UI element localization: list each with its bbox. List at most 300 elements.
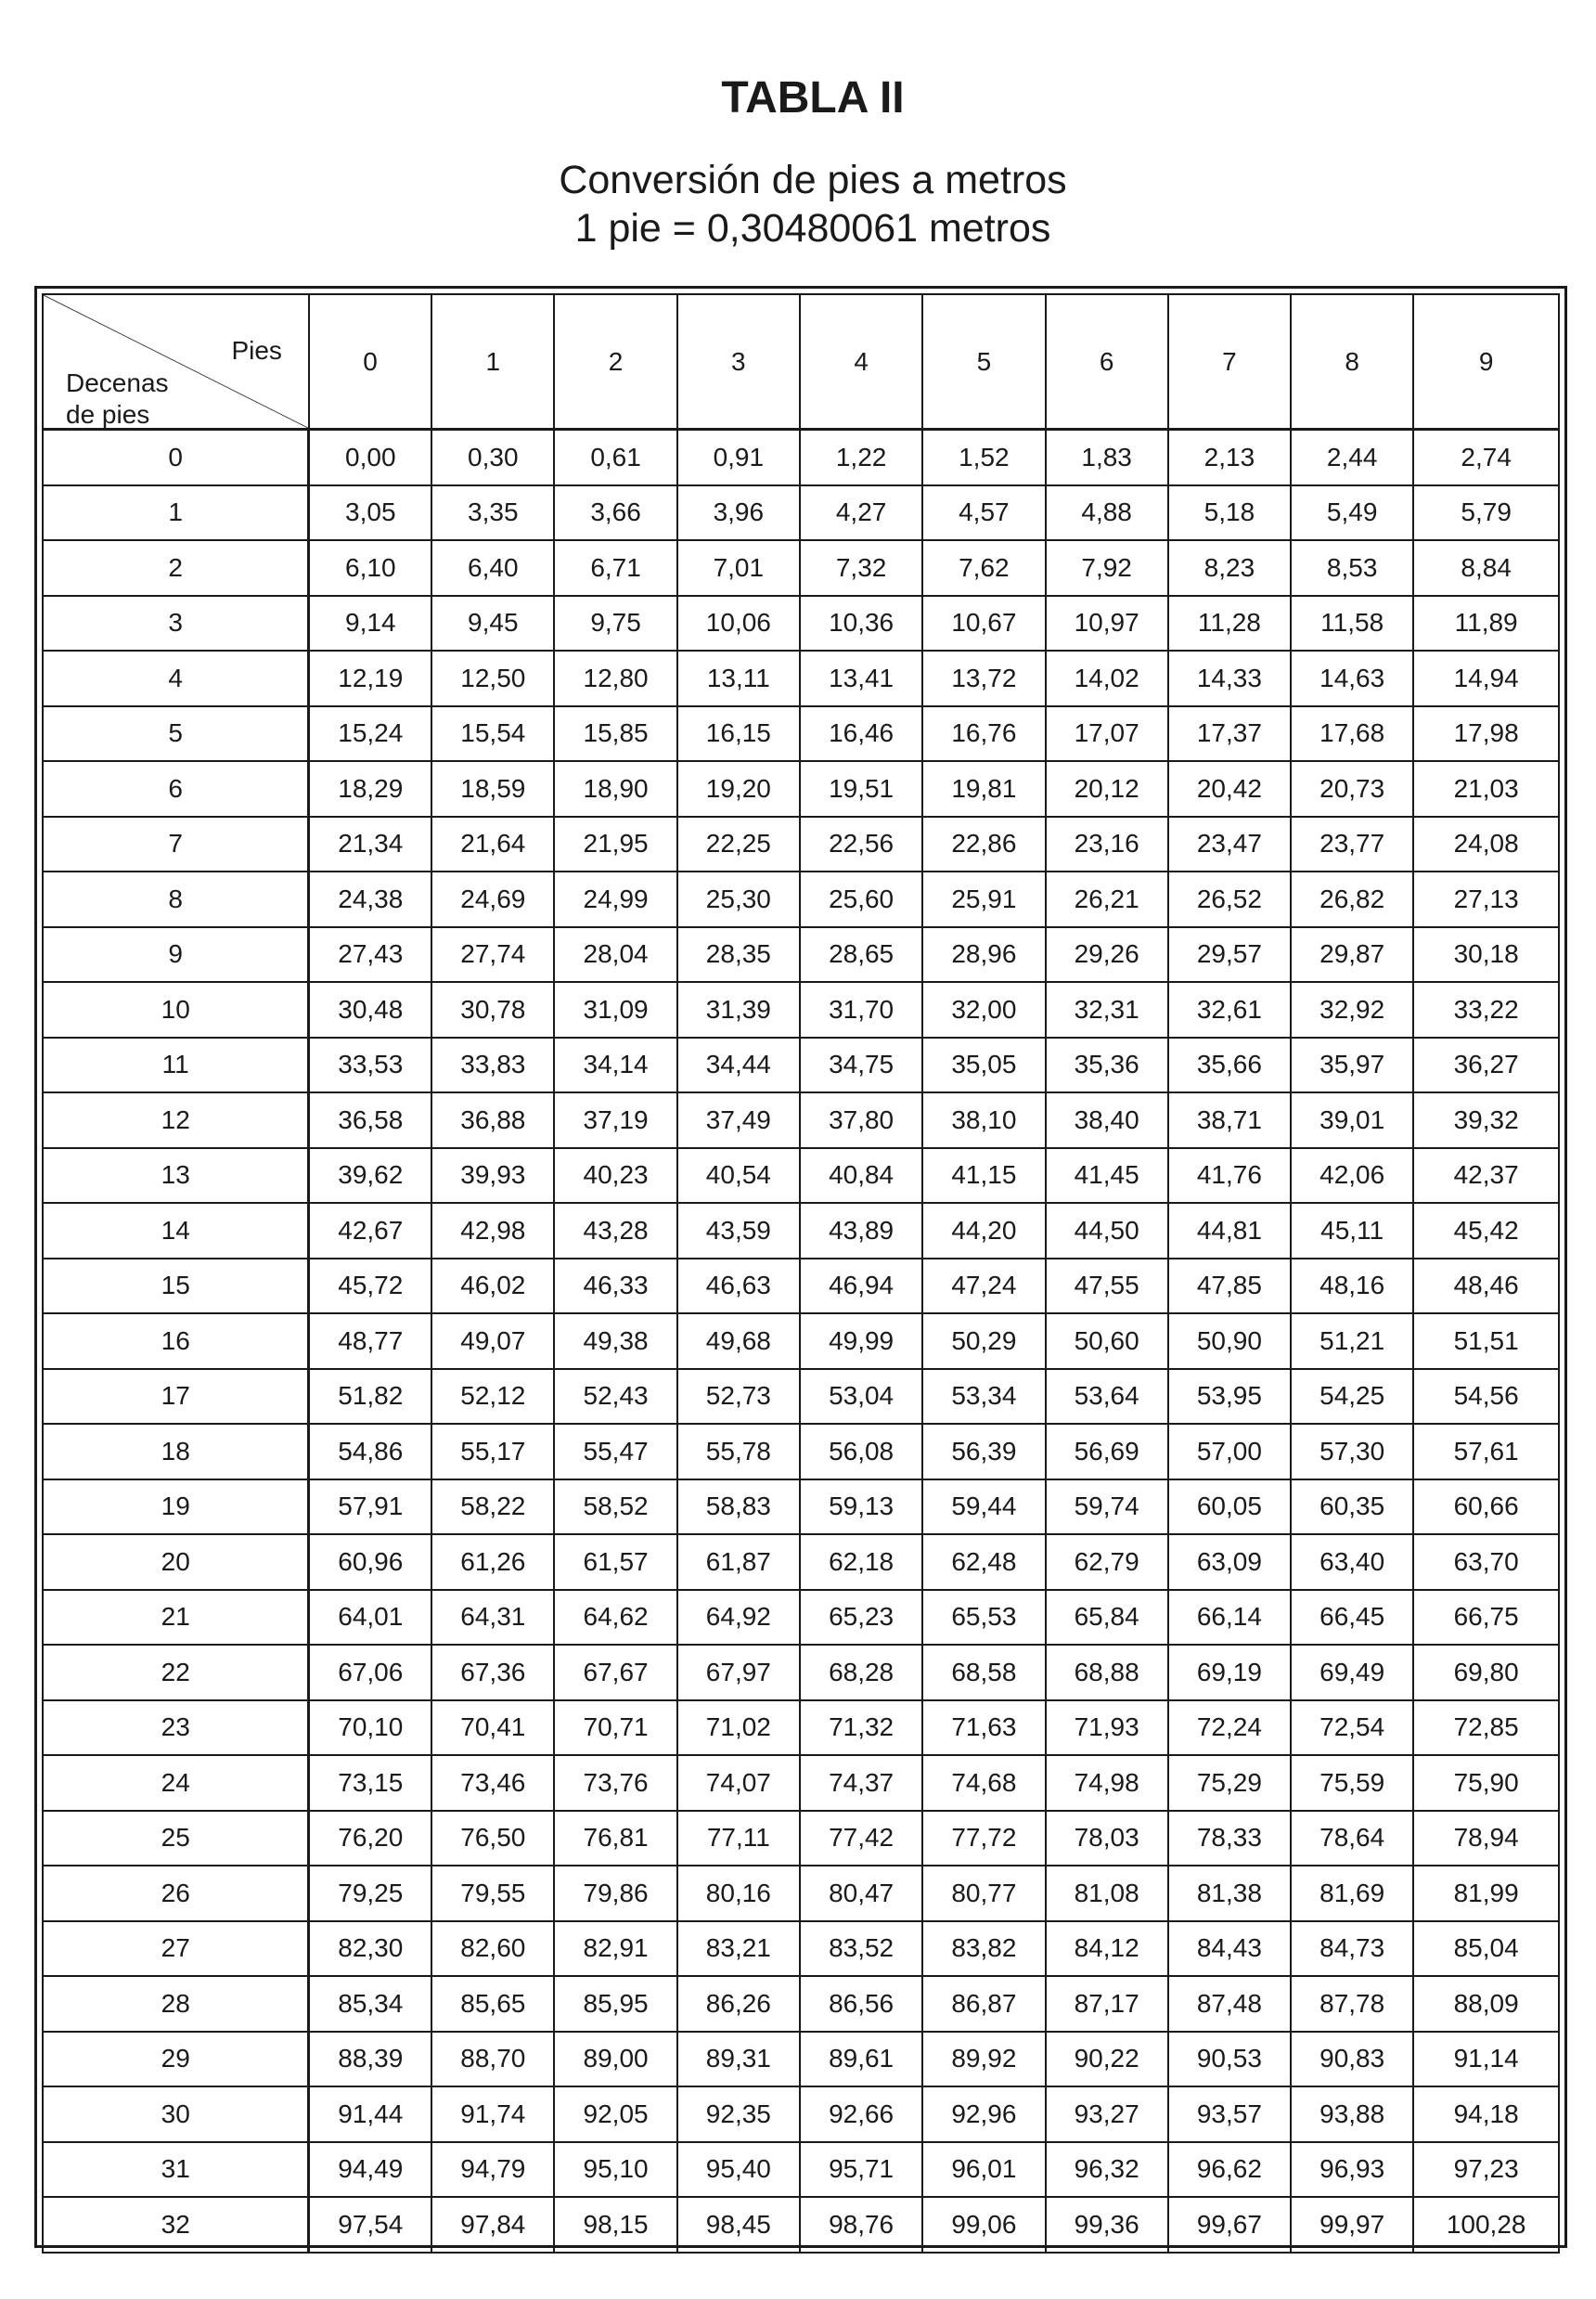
row-label: 23 [43,1700,309,1756]
table-row [43,1645,1559,1700]
table-cell: 8,23 [1168,540,1291,596]
table-cell: 46,94 [800,1259,922,1314]
table-cell: 74,98 [1046,1755,1168,1811]
table-cell: 64,92 [677,1590,800,1646]
table-cell: 10,67 [922,596,1045,652]
table-cell: 87,78 [1291,1976,1413,2032]
table-cell: 83,82 [922,1921,1045,1977]
row-label: 19 [43,1479,309,1535]
row-label: 4 [43,651,309,706]
table-cell: 22,25 [677,817,800,872]
table-cell: 13,72 [922,651,1045,706]
row-label: 2 [43,540,309,596]
table-cell: 92,35 [677,2086,800,2142]
table-cell: 69,80 [1413,1645,1559,1700]
table-cell: 52,12 [431,1369,554,1425]
table-cell: 63,09 [1168,1534,1291,1590]
table-cell: 69,49 [1291,1645,1413,1700]
table-cell: 27,43 [309,927,431,983]
corner-label-decenas-line2: de pies [66,400,150,429]
table-row [43,872,1559,927]
table-cell: 80,77 [922,1866,1045,1921]
table-cell: 42,98 [431,1203,554,1259]
table-row [43,1038,1559,1093]
table-cell: 23,77 [1291,817,1413,872]
table-cell: 84,73 [1291,1921,1413,1977]
table-cell: 21,34 [309,817,431,872]
table-cell: 10,36 [800,596,922,652]
table-cell: 68,88 [1046,1645,1168,1700]
row-label: 22 [43,1645,309,1700]
table-cell: 9,45 [431,596,554,652]
table-cell: 70,71 [554,1700,676,1756]
table-row [43,2032,1559,2087]
table-cell: 93,57 [1168,2086,1291,2142]
table-cell: 88,09 [1413,1976,1559,2032]
table-row [43,596,1559,652]
table-cell: 56,39 [922,1424,1045,1479]
table-cell: 47,85 [1168,1259,1291,1314]
row-label: 1 [43,485,309,541]
table-row [43,982,1559,1038]
table-cell: 75,90 [1413,1755,1559,1811]
table-cell: 66,14 [1168,1590,1291,1646]
table-cell: 5,79 [1413,485,1559,541]
table-cell: 52,43 [554,1369,676,1425]
table-cell: 98,15 [554,2197,676,2253]
table-cell: 21,64 [431,817,554,872]
table-cell: 51,82 [309,1369,431,1425]
table-cell: 100,28 [1413,2197,1559,2253]
table-cell: 96,62 [1168,2142,1291,2198]
table-cell: 19,20 [677,761,800,817]
table-cell: 60,05 [1168,1479,1291,1535]
table-cell: 58,83 [677,1479,800,1535]
row-label: 12 [43,1092,309,1148]
table-cell: 2,13 [1168,430,1291,485]
table-row [43,1811,1559,1866]
table-cell: 90,53 [1168,2032,1291,2087]
table-cell: 9,75 [554,596,676,652]
table-cell: 35,66 [1168,1038,1291,1093]
table-cell: 10,06 [677,596,800,652]
column-header: 2 [554,294,676,430]
table-cell: 12,19 [309,651,431,706]
table-cell: 3,35 [431,485,554,541]
table-cell: 40,23 [554,1148,676,1204]
table-cell: 87,48 [1168,1976,1291,2032]
table-cell: 96,01 [922,2142,1045,2198]
table-cell: 59,13 [800,1479,922,1535]
table-cell: 46,63 [677,1259,800,1314]
table-cell: 7,32 [800,540,922,596]
table-cell: 28,65 [800,927,922,983]
table-cell: 7,01 [677,540,800,596]
table-cell: 92,05 [554,2086,676,2142]
table-cell: 38,10 [922,1092,1045,1148]
table-cell: 95,71 [800,2142,922,2198]
table-cell: 38,40 [1046,1092,1168,1148]
row-label: 13 [43,1148,309,1204]
table-cell: 32,92 [1291,982,1413,1038]
table-cell: 39,62 [309,1148,431,1204]
row-label: 30 [43,2086,309,2142]
table-cell: 78,64 [1291,1811,1413,1866]
table-row [43,430,1559,485]
table-cell: 75,59 [1291,1755,1413,1811]
table-cell: 51,51 [1413,1313,1559,1369]
table-cell: 41,76 [1168,1148,1291,1204]
table-cell: 14,63 [1291,651,1413,706]
table-cell: 30,78 [431,982,554,1038]
table-cell: 85,04 [1413,1921,1559,1977]
table-cell: 40,84 [800,1148,922,1204]
table-cell: 26,52 [1168,872,1291,927]
table-cell: 90,83 [1291,2032,1413,2087]
table-cell: 29,87 [1291,927,1413,983]
row-label: 3 [43,596,309,652]
table-cell: 0,91 [677,430,800,485]
table-cell: 81,38 [1168,1866,1291,1921]
table-row [43,1148,1559,1204]
row-label: 31 [43,2142,309,2198]
table-cell: 54,25 [1291,1369,1413,1425]
table-cell: 82,30 [309,1921,431,1977]
table-cell: 7,92 [1046,540,1168,596]
table-cell: 98,76 [800,2197,922,2253]
table-cell: 16,15 [677,706,800,762]
table-row [43,1424,1559,1479]
table-cell: 93,27 [1046,2086,1168,2142]
table-cell: 18,59 [431,761,554,817]
table-cell: 14,33 [1168,651,1291,706]
table-cell: 34,44 [677,1038,800,1093]
table-cell: 30,18 [1413,927,1559,983]
table-cell: 46,02 [431,1259,554,1314]
header-row [43,294,1559,430]
table-cell: 63,40 [1291,1534,1413,1590]
table-cell: 22,86 [922,817,1045,872]
table-cell: 65,84 [1046,1590,1168,1646]
table-cell: 49,07 [431,1313,554,1369]
table-cell: 0,00 [309,430,431,485]
table-cell: 19,81 [922,761,1045,817]
row-label: 6 [43,761,309,817]
table-cell: 30,48 [309,982,431,1038]
table-cell: 3,66 [554,485,676,541]
table-cell: 36,58 [309,1092,431,1148]
table-cell: 74,07 [677,1755,800,1811]
table-cell: 13,11 [677,651,800,706]
table-cell: 8,53 [1291,540,1413,596]
table-cell: 74,37 [800,1755,922,1811]
table-cell: 42,67 [309,1203,431,1259]
table-row [43,761,1559,817]
table-cell: 57,91 [309,1479,431,1535]
table-cell: 53,34 [922,1369,1045,1425]
table-cell: 22,56 [800,817,922,872]
table-cell: 52,73 [677,1369,800,1425]
row-label: 20 [43,1534,309,1590]
table-cell: 57,61 [1413,1424,1559,1479]
table-cell: 14,94 [1413,651,1559,706]
table-cell: 4,27 [800,485,922,541]
table-cell: 83,52 [800,1921,922,1977]
table-cell: 71,63 [922,1700,1045,1756]
table-cell: 94,49 [309,2142,431,2198]
table-cell: 49,68 [677,1313,800,1369]
table-cell: 65,23 [800,1590,922,1646]
table-cell: 13,41 [800,651,922,706]
table-cell: 29,26 [1046,927,1168,983]
table-cell: 64,31 [431,1590,554,1646]
table-cell: 16,46 [800,706,922,762]
table-cell: 23,16 [1046,817,1168,872]
table-cell: 35,97 [1291,1038,1413,1093]
row-label: 18 [43,1424,309,1479]
table-cell: 48,77 [309,1313,431,1369]
table-cell: 84,12 [1046,1921,1168,1977]
table-cell: 91,44 [309,2086,431,2142]
table-cell: 26,82 [1291,872,1413,927]
table-cell: 37,49 [677,1092,800,1148]
table-cell: 38,71 [1168,1092,1291,1148]
table-cell: 44,81 [1168,1203,1291,1259]
table-row [43,817,1559,872]
table-cell: 86,26 [677,1976,800,2032]
corner-label-decenas-line1: Decenas [66,368,169,397]
table-row [43,927,1559,983]
table-cell: 4,57 [922,485,1045,541]
column-header: 5 [922,294,1045,430]
table-cell: 25,91 [922,872,1045,927]
subtitle-line-2: 1 pie = 0,30480061 metros [574,206,1051,251]
table-row [43,1866,1559,1921]
table-cell: 80,16 [677,1866,800,1921]
table-cell: 91,14 [1413,2032,1559,2087]
table-cell: 71,32 [800,1700,922,1756]
table-cell: 23,47 [1168,817,1291,872]
table-cell: 86,87 [922,1976,1045,2032]
table-cell: 2,74 [1413,430,1559,485]
table-cell: 59,44 [922,1479,1045,1535]
table-cell: 61,57 [554,1534,676,1590]
table-cell: 25,60 [800,872,922,927]
table-cell: 89,61 [800,2032,922,2087]
table-cell: 36,27 [1413,1038,1559,1093]
table-cell: 8,84 [1413,540,1559,596]
table-cell: 47,24 [922,1259,1045,1314]
table-cell: 41,45 [1046,1148,1168,1204]
table-cell: 85,95 [554,1976,676,2032]
table-cell: 46,33 [554,1259,676,1314]
table-cell: 81,69 [1291,1866,1413,1921]
table-cell: 29,57 [1168,927,1291,983]
table-cell: 57,00 [1168,1424,1291,1479]
table-cell: 50,60 [1046,1313,1168,1369]
table-cell: 12,50 [431,651,554,706]
table-cell: 82,91 [554,1921,676,1977]
table-cell: 63,70 [1413,1534,1559,1590]
table-cell: 1,22 [800,430,922,485]
table-row [43,1259,1559,1314]
table-cell: 92,66 [800,2086,922,2142]
table-cell: 45,11 [1291,1203,1413,1259]
table-row [43,1092,1559,1148]
table-cell: 73,15 [309,1755,431,1811]
table-cell: 0,30 [431,430,554,485]
table-cell: 59,74 [1046,1479,1168,1535]
table-cell: 39,93 [431,1148,554,1204]
table-cell: 58,52 [554,1479,676,1535]
table-cell: 97,54 [309,2197,431,2253]
table-cell: 61,87 [677,1534,800,1590]
table-cell: 5,49 [1291,485,1413,541]
table-cell: 76,50 [431,1811,554,1866]
table-cell: 44,50 [1046,1203,1168,1259]
row-label: 25 [43,1811,309,1866]
table-cell: 89,31 [677,2032,800,2087]
table-cell: 87,17 [1046,1976,1168,2032]
row-label: 26 [43,1866,309,1921]
table-cell: 20,12 [1046,761,1168,817]
table-cell: 96,32 [1046,2142,1168,2198]
table-cell: 93,88 [1291,2086,1413,2142]
row-label: 8 [43,872,309,927]
table-cell: 76,81 [554,1811,676,1866]
table-cell: 60,35 [1291,1479,1413,1535]
table-row [43,651,1559,706]
table-cell: 15,54 [431,706,554,762]
table-cell: 66,45 [1291,1590,1413,1646]
table-cell: 25,30 [677,872,800,927]
table-cell: 1,83 [1046,430,1168,485]
table-cell: 73,46 [431,1755,554,1811]
row-label: 0 [43,430,309,485]
row-label: 29 [43,2032,309,2087]
table-row [43,1700,1559,1756]
row-label: 10 [43,982,309,1038]
table-cell: 6,10 [309,540,431,596]
table-cell: 39,32 [1413,1092,1559,1148]
row-label: 27 [43,1921,309,1977]
table-cell: 15,24 [309,706,431,762]
table-cell: 71,93 [1046,1700,1168,1756]
table-cell: 53,95 [1168,1369,1291,1425]
table-cell: 5,18 [1168,485,1291,541]
table-cell: 49,38 [554,1313,676,1369]
table-cell: 71,02 [677,1700,800,1756]
table-cell: 75,29 [1168,1755,1291,1811]
table-cell: 79,55 [431,1866,554,1921]
table-cell: 18,29 [309,761,431,817]
corner-cell [43,294,309,430]
table-cell: 36,88 [431,1092,554,1148]
table-cell: 27,74 [431,927,554,983]
table-cell: 31,39 [677,982,800,1038]
table-cell: 99,67 [1168,2197,1291,2253]
column-header: 7 [1168,294,1291,430]
table-cell: 32,31 [1046,982,1168,1038]
table-cell: 67,06 [309,1645,431,1700]
table-row [43,1534,1559,1590]
table-cell: 86,56 [800,1976,922,2032]
table-cell: 1,52 [922,430,1045,485]
table-cell: 99,06 [922,2197,1045,2253]
table-row [43,1313,1559,1369]
table-cell: 15,85 [554,706,676,762]
table-cell: 57,30 [1291,1424,1413,1479]
row-label: 15 [43,1259,309,1314]
table-row [43,1921,1559,1977]
row-label: 7 [43,817,309,872]
table-cell: 17,98 [1413,706,1559,762]
table-row [43,2142,1559,2198]
table-cell: 72,85 [1413,1700,1559,1756]
table-cell: 3,96 [677,485,800,541]
table-cell: 51,21 [1291,1313,1413,1369]
table-cell: 62,48 [922,1534,1045,1590]
table-cell: 88,39 [309,2032,431,2087]
table-cell: 34,14 [554,1038,676,1093]
column-header: 4 [800,294,922,430]
table-cell: 64,01 [309,1590,431,1646]
table-cell: 99,36 [1046,2197,1168,2253]
table-cell: 20,73 [1291,761,1413,817]
table-cell: 35,36 [1046,1038,1168,1093]
table-cell: 19,51 [800,761,922,817]
column-header: 1 [431,294,554,430]
corner-label-decenas [66,368,169,431]
table-cell: 58,22 [431,1479,554,1535]
table-cell: 41,15 [922,1148,1045,1204]
table-cell: 28,96 [922,927,1045,983]
row-label: 11 [43,1038,309,1093]
row-label: 17 [43,1369,309,1425]
table-cell: 92,96 [922,2086,1045,2142]
table-cell: 67,97 [677,1645,800,1700]
table-cell: 24,69 [431,872,554,927]
table-row [43,1976,1559,2032]
table-cell: 67,36 [431,1645,554,1700]
table-cell: 43,28 [554,1203,676,1259]
column-header: 3 [677,294,800,430]
row-label: 28 [43,1976,309,2032]
table-cell: 69,19 [1168,1645,1291,1700]
table-cell: 77,42 [800,1811,922,1866]
table-cell: 34,75 [800,1038,922,1093]
table-cell: 42,06 [1291,1148,1413,1204]
table-cell: 74,68 [922,1755,1045,1811]
table-cell: 37,19 [554,1092,676,1148]
column-header: 8 [1291,294,1413,430]
table-cell: 78,33 [1168,1811,1291,1866]
table-cell: 40,54 [677,1148,800,1204]
table-cell: 91,74 [431,2086,554,2142]
table-cell: 48,16 [1291,1259,1413,1314]
table-cell: 77,11 [677,1811,800,1866]
table-cell: 55,47 [554,1424,676,1479]
table-cell: 94,79 [431,2142,554,2198]
table-cell: 54,56 [1413,1369,1559,1425]
table-cell: 81,08 [1046,1866,1168,1921]
table-cell: 33,83 [431,1038,554,1093]
table-cell: 39,01 [1291,1092,1413,1148]
table-cell: 9,14 [309,596,431,652]
table-cell: 24,99 [554,872,676,927]
table-cell: 31,09 [554,982,676,1038]
table-cell: 45,72 [309,1259,431,1314]
